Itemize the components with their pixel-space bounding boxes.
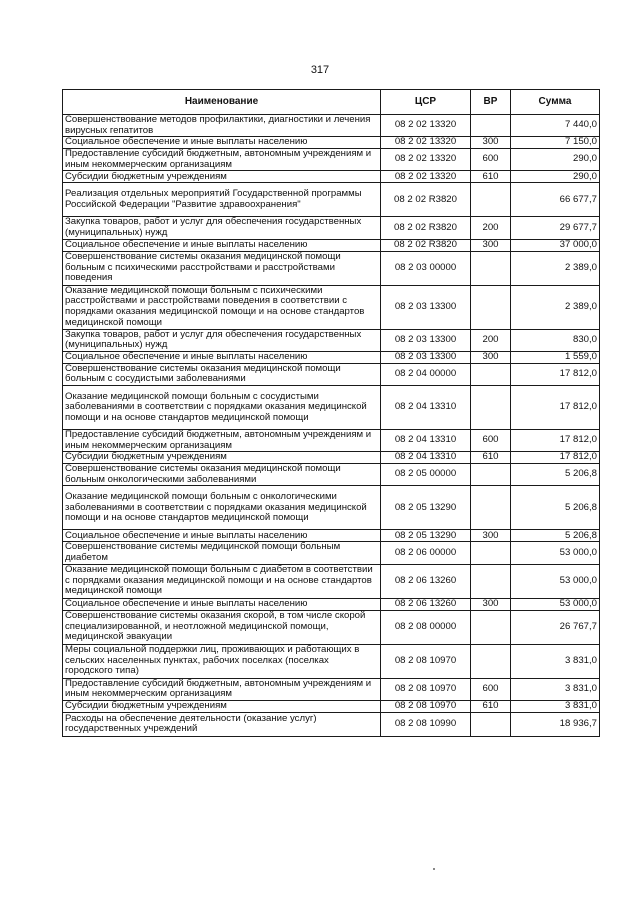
cell-sum: 17 812,0 <box>511 429 600 451</box>
table-row <box>63 678 600 700</box>
cell-name: Закупка товаров, работ и услуг для обеспечения государственных (муниципальных) нужд <box>63 217 381 239</box>
header-csr: ЦСР <box>381 90 471 115</box>
table-row <box>63 217 600 239</box>
table-row <box>63 610 600 644</box>
cell-csr: 08 2 03 00000 <box>381 251 471 285</box>
cell-csr: 08 2 02 13320 <box>381 171 471 183</box>
cell-name: Реализация отдельных мероприятий Государственной программы Российской Федерации "Развитие здравоохранения" <box>63 183 381 217</box>
table-row <box>63 137 600 149</box>
cell-sum: 830,0 <box>511 329 600 351</box>
cell-csr: 08 2 03 13300 <box>381 285 471 329</box>
cell-vr <box>471 564 511 598</box>
cell-name: Оказание медицинской помощи больным с диабетом в соответствии с порядками оказания медицинской помощи и на основе стандартов медицинской помощи <box>63 564 381 598</box>
cell-name: Расходы на обеспечение деятельности (оказание услуг) государственных учреждений <box>63 712 381 736</box>
table-row <box>63 149 600 171</box>
cell-sum: 5 206,8 <box>511 486 600 530</box>
cell-name: Субсидии бюджетным учреждениям <box>63 171 381 183</box>
cell-name: Субсидии бюджетным учреждениям <box>63 452 381 464</box>
cell-vr <box>471 486 511 530</box>
table-row <box>63 329 600 351</box>
cell-name: Социальное обеспечение и иные выплаты населению <box>63 351 381 363</box>
cell-vr: 610 <box>471 452 511 464</box>
table-row <box>63 712 600 736</box>
cell-vr: 600 <box>471 149 511 171</box>
table-row <box>63 285 600 329</box>
cell-vr: 300 <box>471 239 511 251</box>
cell-vr <box>471 363 511 385</box>
cell-csr: 08 2 02 13320 <box>381 137 471 149</box>
cell-sum: 290,0 <box>511 171 600 183</box>
cell-csr: 08 2 05 00000 <box>381 464 471 486</box>
cell-name: Предоставление субсидий бюджетным, автономным учреждениям и иным некоммерческим организациям <box>63 149 381 171</box>
cell-vr <box>471 712 511 736</box>
cell-sum: 5 206,8 <box>511 464 600 486</box>
cell-sum: 26 767,7 <box>511 610 600 644</box>
budget-table <box>62 89 600 737</box>
table-header-row <box>63 90 600 115</box>
table-row <box>63 452 600 464</box>
cell-vr <box>471 251 511 285</box>
cell-vr <box>471 464 511 486</box>
cell-name: Социальное обеспечение и иные выплаты населению <box>63 137 381 149</box>
cell-name: Социальное обеспечение и иные выплаты населению <box>63 530 381 542</box>
cell-name: Закупка товаров, работ и услуг для обеспечения государственных (муниципальных) нужд <box>63 329 381 351</box>
table-row <box>63 486 600 530</box>
cell-csr: 08 2 08 00000 <box>381 610 471 644</box>
table-row <box>63 385 600 429</box>
cell-csr: 08 2 02 R3820 <box>381 217 471 239</box>
cell-sum: 3 831,0 <box>511 678 600 700</box>
cell-name: Совершенствование системы оказания скорой, в том числе скорой специализированной, и неотложной медицинской помощи, медицинской эвакуации <box>63 610 381 644</box>
cell-name: Предоставление субсидий бюджетным, автономным учреждениям и иным некоммерческим организациям <box>63 429 381 451</box>
cell-csr: 08 2 03 13300 <box>381 329 471 351</box>
cell-name: Оказание медицинской помощи больным с психическими расстройствами и расстройствами поведения в соответствии с порядками оказания медицинской помощи и на основе стандартов медицинской помощи <box>63 285 381 329</box>
cell-name: Социальное обеспечение и иные выплаты населению <box>63 598 381 610</box>
cell-vr: 600 <box>471 678 511 700</box>
header-name: Наименование <box>63 90 381 115</box>
cell-vr <box>471 385 511 429</box>
table-row <box>63 644 600 678</box>
cell-sum: 53 000,0 <box>511 564 600 598</box>
cell-vr: 610 <box>471 700 511 712</box>
cell-csr: 08 2 08 10990 <box>381 712 471 736</box>
cell-csr: 08 2 03 13300 <box>381 351 471 363</box>
cell-vr: 600 <box>471 429 511 451</box>
cell-name: Оказание медицинской помощи больным с сосудистыми заболеваниями в соответствии с порядками оказания медицинской помощи и на основе стандартов медицинской помощи <box>63 385 381 429</box>
cell-csr: 08 2 08 10970 <box>381 644 471 678</box>
table-row <box>63 183 600 217</box>
cell-sum: 18 936,7 <box>511 712 600 736</box>
cell-name: Совершенствование системы оказания медицинской помощи больным онкологическими заболеваниями <box>63 464 381 486</box>
cell-csr: 08 2 02 R3820 <box>381 183 471 217</box>
cell-sum: 53 000,0 <box>511 598 600 610</box>
cell-csr: 08 2 06 13260 <box>381 564 471 598</box>
table-row <box>63 564 600 598</box>
cell-vr <box>471 183 511 217</box>
cell-vr: 200 <box>471 329 511 351</box>
cell-sum: 17 812,0 <box>511 363 600 385</box>
header-sum: Сумма <box>511 90 600 115</box>
cell-csr: 08 2 02 13320 <box>381 115 471 137</box>
cell-name: Совершенствование системы оказания медицинской помощи больным с сосудистыми заболеваниями <box>63 363 381 385</box>
cell-vr: 200 <box>471 217 511 239</box>
cell-csr: 08 2 02 R3820 <box>381 239 471 251</box>
cell-sum: 2 389,0 <box>511 285 600 329</box>
page-number: 317 <box>310 64 330 76</box>
table-row <box>63 700 600 712</box>
cell-name: Оказание медицинской помощи больным с онкологическими заболеваниями в соответствии с порядками оказания медицинской помощи и на основе стандартов медицинской помощи <box>63 486 381 530</box>
cell-name: Совершенствование системы оказания медицинской помощи больным с психическими расстройствами и расстройствами поведения <box>63 251 381 285</box>
cell-name: Предоставление субсидий бюджетным, автономным учреждениям и иным некоммерческим организациям <box>63 678 381 700</box>
cell-csr: 08 2 05 13290 <box>381 530 471 542</box>
cell-name: Социальное обеспечение и иные выплаты населению <box>63 239 381 251</box>
cell-sum: 17 812,0 <box>511 452 600 464</box>
cell-vr: 610 <box>471 171 511 183</box>
cell-sum: 66 677,7 <box>511 183 600 217</box>
cell-name: Совершенствование методов профилактики, диагностики и лечения вирусных гепатитов <box>63 115 381 137</box>
table-row <box>63 351 600 363</box>
scan-speck <box>433 868 435 870</box>
cell-vr <box>471 285 511 329</box>
cell-csr: 08 2 04 13310 <box>381 385 471 429</box>
cell-sum: 53 000,0 <box>511 542 600 564</box>
cell-sum: 7 440,0 <box>511 115 600 137</box>
table-row <box>63 598 600 610</box>
table-row <box>63 542 600 564</box>
cell-csr: 08 2 06 00000 <box>381 542 471 564</box>
cell-csr: 08 2 04 13310 <box>381 429 471 451</box>
cell-name: Совершенствование системы медицинской помощи больным диабетом <box>63 542 381 564</box>
cell-csr: 08 2 05 13290 <box>381 486 471 530</box>
cell-name: Меры социальной поддержки лиц, проживающих и работающих в сельских населенных пунктах, рабочих поселках (поселках городского типа) <box>63 644 381 678</box>
cell-csr: 08 2 08 10970 <box>381 678 471 700</box>
cell-sum: 7 150,0 <box>511 137 600 149</box>
cell-sum: 1 559,0 <box>511 351 600 363</box>
cell-vr <box>471 644 511 678</box>
table-row <box>63 363 600 385</box>
cell-vr <box>471 610 511 644</box>
cell-sum: 3 831,0 <box>511 644 600 678</box>
cell-vr <box>471 542 511 564</box>
cell-csr: 08 2 06 13260 <box>381 598 471 610</box>
table-row <box>63 429 600 451</box>
cell-vr: 300 <box>471 137 511 149</box>
table-row <box>63 171 600 183</box>
cell-csr: 08 2 04 00000 <box>381 363 471 385</box>
cell-sum: 29 677,7 <box>511 217 600 239</box>
cell-sum: 37 000,0 <box>511 239 600 251</box>
table-row <box>63 251 600 285</box>
table-row <box>63 530 600 542</box>
table-row <box>63 239 600 251</box>
table-row <box>63 115 600 137</box>
cell-sum: 3 831,0 <box>511 700 600 712</box>
header-vr: ВР <box>471 90 511 115</box>
table-row <box>63 464 600 486</box>
cell-vr <box>471 115 511 137</box>
table-body <box>63 115 600 737</box>
cell-csr: 08 2 02 13320 <box>381 149 471 171</box>
cell-name: Субсидии бюджетным учреждениям <box>63 700 381 712</box>
cell-sum: 2 389,0 <box>511 251 600 285</box>
cell-sum: 17 812,0 <box>511 385 600 429</box>
cell-csr: 08 2 08 10970 <box>381 700 471 712</box>
cell-vr: 300 <box>471 351 511 363</box>
cell-vr: 300 <box>471 530 511 542</box>
cell-csr: 08 2 04 13310 <box>381 452 471 464</box>
cell-sum: 5 206,8 <box>511 530 600 542</box>
cell-sum: 290,0 <box>511 149 600 171</box>
cell-vr: 300 <box>471 598 511 610</box>
